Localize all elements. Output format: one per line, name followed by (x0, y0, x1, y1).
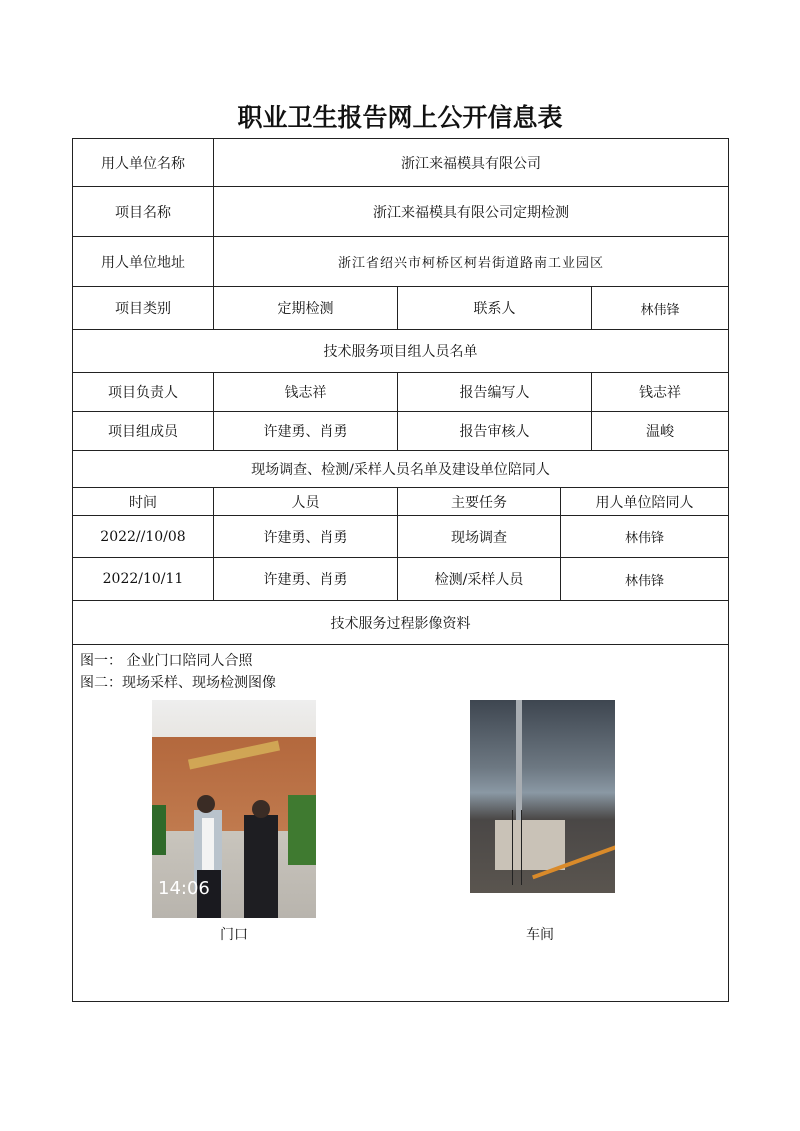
contact-value: 林伟锋 (591, 286, 729, 330)
row2-task: 检测/采样人员 (397, 557, 561, 601)
col-header-staff: 人员 (213, 487, 398, 516)
row1-time: 2022//10/08 (72, 515, 214, 558)
project-value: 浙江来福模具有限公司定期检测 (213, 186, 729, 237)
images-heading: 技术服务过程影像资料 (72, 600, 729, 645)
reviewer-value: 温峻 (591, 411, 729, 451)
members-value: 许建勇、肖勇 (213, 411, 398, 451)
col-header-time: 时间 (72, 487, 214, 516)
address-value: 浙江省绍兴市柯桥区柯岩街道路南工业园区 (213, 236, 729, 287)
members-label: 项目组成员 (72, 411, 214, 451)
leader-value: 钱志祥 (213, 372, 398, 412)
reviewer-label: 报告审核人 (397, 411, 592, 451)
figure1-line: 图一： 企业门口陪同人合照 (80, 653, 253, 669)
entrance-photo (152, 700, 316, 918)
figure2-line: 图二：现场采样、现场检测图像 (80, 675, 276, 691)
row1-task: 现场调查 (397, 515, 561, 558)
writer-label: 报告编写人 (397, 372, 592, 412)
row1-staff: 许建勇、肖勇 (213, 515, 398, 558)
page-title: 职业卫生报告网上公开信息表 (237, 103, 563, 132)
row1-escort: 林伟锋 (560, 515, 729, 558)
type-value: 定期检测 (213, 286, 398, 330)
contact-label: 联系人 (397, 286, 592, 330)
type-label: 项目类别 (72, 286, 214, 330)
project-label: 项目名称 (72, 186, 214, 237)
row2-escort: 林伟锋 (560, 557, 729, 601)
photo-timestamp: 14:06 (158, 878, 210, 899)
photo2-caption: 车间 (526, 927, 554, 943)
photo1-caption: 门口 (220, 927, 248, 943)
row2-staff: 许建勇、肖勇 (213, 557, 398, 601)
address-label: 用人单位地址 (72, 236, 214, 287)
writer-value: 钱志祥 (591, 372, 729, 412)
team-heading: 技术服务项目组人员名单 (72, 329, 729, 373)
employer-label: 用人单位名称 (72, 138, 214, 187)
employer-value: 浙江来福模具有限公司 (213, 138, 729, 187)
col-header-escort: 用人单位陪同人 (560, 487, 729, 516)
leader-label: 项目负责人 (72, 372, 214, 412)
row2-time: 2022/10/11 (72, 557, 214, 601)
col-header-task: 主要任务 (397, 487, 561, 516)
workshop-photo (470, 700, 615, 893)
survey-heading: 现场调查、检测/采样人员名单及建设单位陪同人 (72, 450, 729, 488)
